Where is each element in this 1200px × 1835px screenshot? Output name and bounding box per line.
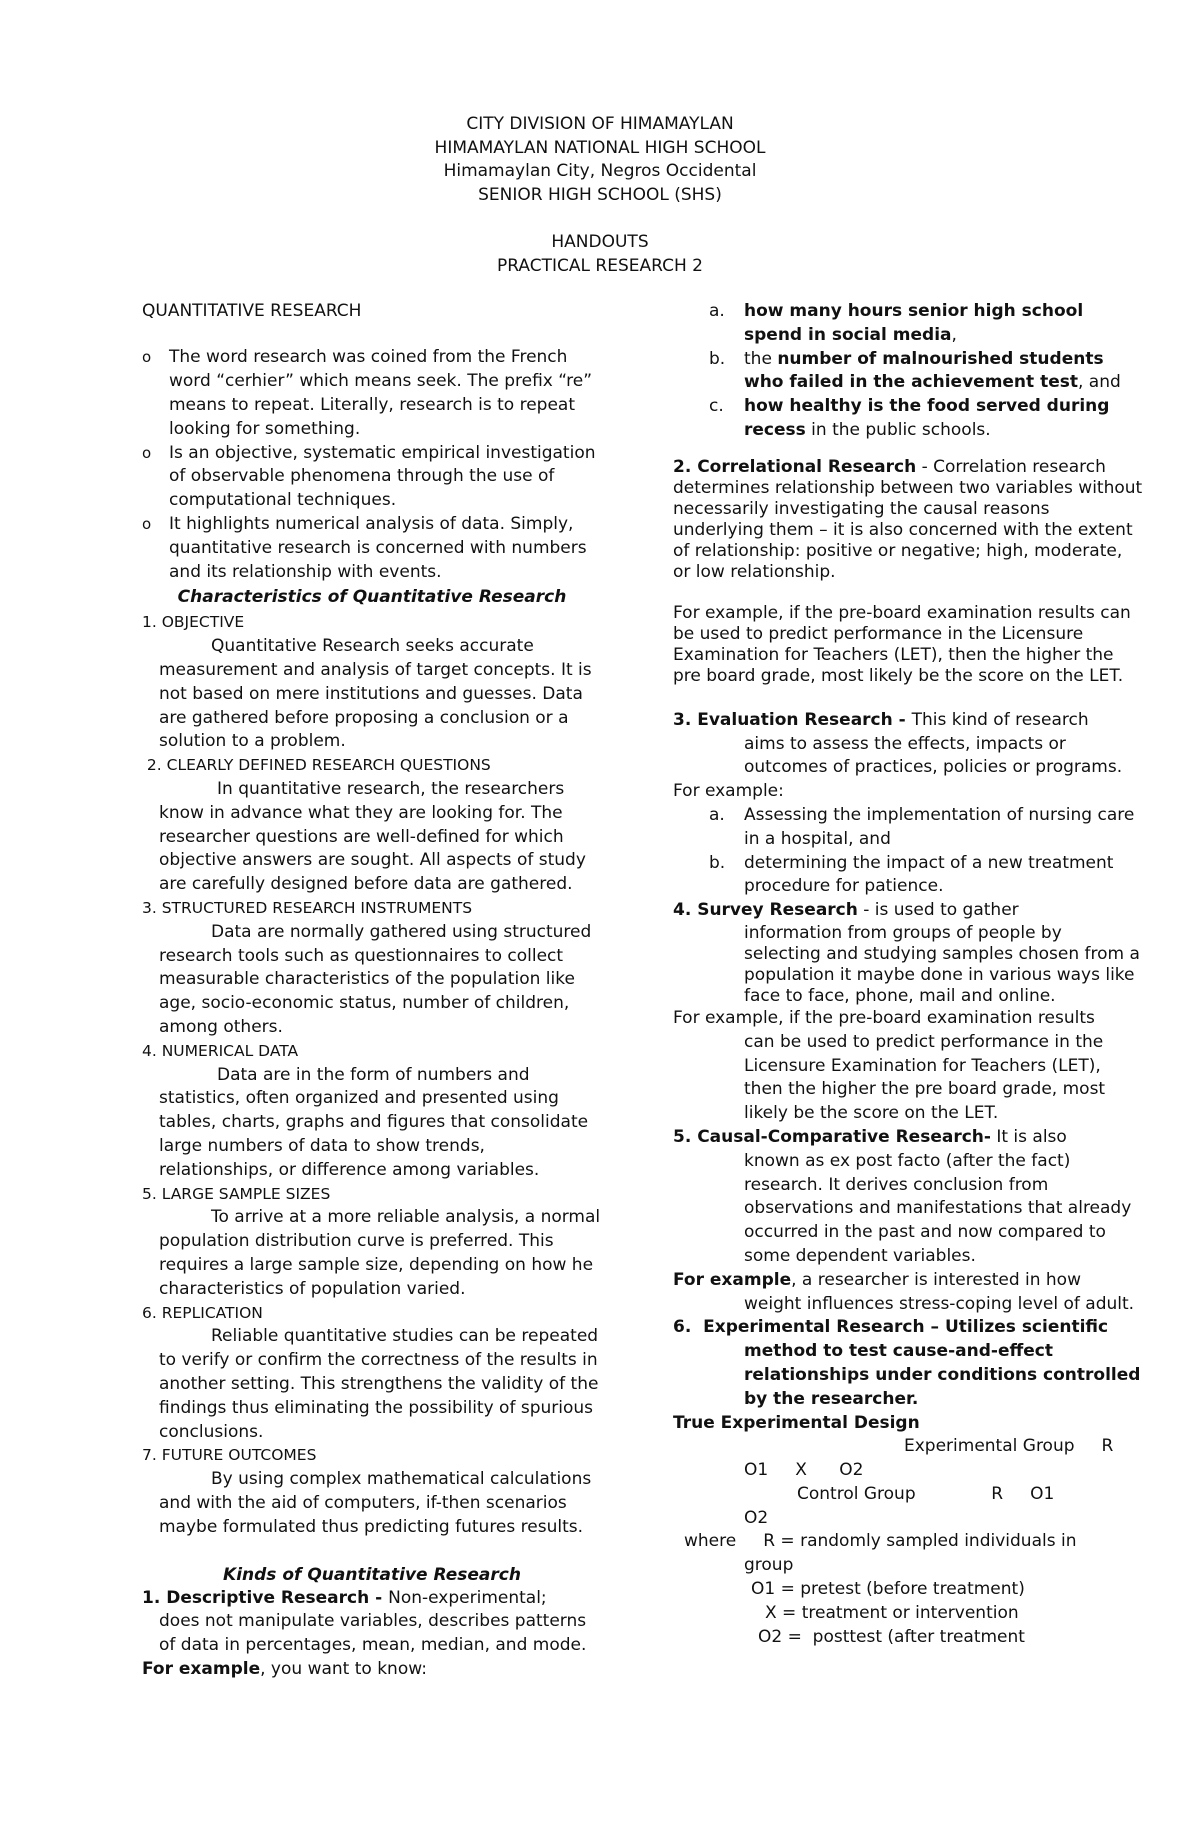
- right-column: [673, 300, 1143, 1649]
- characteristic-item: [142, 611, 602, 754]
- list-marker: a.: [709, 804, 725, 825]
- kind-text: method to test cause-and-effect relationships under conditions controlled by the researcher.: [744, 1341, 1141, 1409]
- list-item: [673, 300, 1143, 348]
- header-handouts: HANDOUTS: [551, 232, 649, 252]
- list-item: [673, 348, 1143, 396]
- header-school: HIMAMAYLAN NATIONAL HIGH SCHOOL: [434, 137, 766, 158]
- evaluation-examples-list: [673, 804, 1143, 899]
- characteristics-heading: Characteristics of Quantitative Research: [177, 587, 567, 608]
- characteristic-item: [142, 754, 602, 897]
- characteristic-item: [142, 1444, 602, 1539]
- list-text: ,: [951, 324, 957, 345]
- design-experimental-sequence: O1 X O2: [744, 1460, 864, 1481]
- list-bold-text: how many hours senior high school spend in social media: [744, 301, 1084, 345]
- characteristic-body: To arrive at a more reliable analysis, a normal population distribution curve is preferred. This requires a large sample size, depending on how he characteristics of population varied.: [159, 1207, 601, 1299]
- design-control-sequence: O2: [744, 1507, 769, 1528]
- kind-title: 4. Survey Research: [673, 900, 858, 921]
- kind-correlational: [673, 457, 1143, 583]
- bullet-item: o The word research was coined from the French word “cerhier” which means seek. The prefix “re” means to repeat. Literally, research is to repeat looking for something.: [142, 346, 602, 441]
- list-bold-text: number of malnourished students who failed in the achievement test: [744, 348, 1104, 393]
- definition-bullets: [142, 346, 602, 584]
- list-item: [673, 852, 1143, 900]
- where-label: where: [684, 1531, 737, 1552]
- characteristic-body: Data are normally gathered using structured research tools such as questionnaires to collect measurable characteristics of the population like age, socio-economic status, number of children, among others.: [159, 921, 592, 1037]
- kind-text: known as ex post facto (after the fact) research. It derives conclusion from observations and manifestations that already occurred in the past and now compared to some dependent variables.: [744, 1150, 1132, 1266]
- kind-title: 5. Causal-Comparative Research-: [673, 1126, 991, 1147]
- characteristic-item: [142, 1302, 602, 1445]
- example-label: For example: [142, 1658, 261, 1679]
- where-x: X = treatment or intervention: [765, 1602, 1019, 1623]
- kind-first-line: It is also: [990, 1126, 1067, 1147]
- characteristic-body: Quantitative Research seeks accurate measurement and analysis of target concepts. It is not based on mere institutions and guesses. Data are gathered before proposing a conclusion or a solution to a problem.: [159, 636, 592, 752]
- characteristic-title: 3. STRUCTURED RESEARCH INSTRUMENTS: [142, 898, 473, 917]
- where-r-cont: group: [744, 1555, 794, 1576]
- characteristic-title: 2. CLEARLY DEFINED RESEARCH QUESTIONS: [142, 756, 491, 775]
- list-text: Assessing the implementation of nursing care in a hospital, and: [744, 804, 1135, 849]
- example-first-line: For example, if the pre-board examination results: [673, 1007, 1095, 1028]
- characteristic-body: Data are in the form of numbers and statistics, often organized and presented using tables, charts, graphs and figures that consolidate large numbers of data to show trends, relationships, or difference among variables.: [159, 1064, 589, 1180]
- design-title: True Experimental Design: [673, 1412, 920, 1433]
- list-text: the: [744, 348, 778, 369]
- characteristic-item: [142, 897, 602, 1040]
- characteristic-title: 4. NUMERICAL DATA: [142, 1041, 299, 1060]
- header-subject: PRACTICAL RESEARCH 2: [497, 255, 703, 276]
- kind-first-line: This kind of research: [911, 709, 1089, 730]
- list-marker: c.: [709, 396, 724, 417]
- list-bold-text: how healthy is the food served during recess: [744, 396, 1110, 440]
- descriptive-examples-list: [673, 300, 1143, 443]
- example-label: For example: [673, 1269, 792, 1290]
- header-city: Himamaylan City, Negros Occidental: [443, 161, 757, 181]
- where-o2: O2 = posttest (after treatment: [758, 1626, 1025, 1647]
- kind-text: does not manipulate variables, describes patterns of data in percentages, mean, median, and mode.: [159, 1611, 587, 1656]
- list-marker: b.: [709, 348, 726, 369]
- list-text: , and: [1077, 372, 1121, 393]
- header-division: CITY DIVISION OF HIMAMAYLAN: [466, 114, 734, 134]
- kind-experimental: [673, 1316, 1143, 1649]
- kind-title: 2. Correlational Research: [673, 456, 917, 477]
- where-o1: O1 = pretest (before treatment): [751, 1579, 1025, 1600]
- kind-first-line: - is used to gather: [857, 900, 1019, 921]
- kind-descriptive: [142, 1587, 602, 1682]
- bullet-item: o It highlights numerical analysis of data. Simply, quantitative research is concerned with numbers and its relationship with events.: [142, 513, 602, 584]
- characteristic-body: In quantitative research, the researchers know in advance what they are looking for. The researcher questions are well-defined for which objective answers are sought. All aspects of study are carefully designed before data are gathered.: [159, 779, 586, 895]
- list-item: [673, 804, 1143, 852]
- example-text: can be used to predict performance in the Licensure Examination for Teachers (LET), then the higher the pre board grade, most likely be the score on the LET.: [744, 1031, 1106, 1124]
- correlational-example: For example, if the pre-board examination results can be used to predict performance in the Licensure Examination for Teachers (LET), then the higher the pre board grade, most likely be the score on the LET.: [673, 602, 1131, 686]
- kind-title: 3. Evaluation Research -: [673, 709, 912, 730]
- list-marker: b.: [709, 852, 726, 873]
- example-text: weight influences stress-coping level of adult.: [744, 1293, 1135, 1314]
- list-text: determining the impact of a new treatment procedure for patience.: [744, 852, 1114, 897]
- list-text: in the public schools.: [805, 419, 991, 440]
- header-shs: SENIOR HIGH SCHOOL (SHS): [478, 184, 722, 205]
- kind-title: 6. Experimental Research – Utilizes scientific: [673, 1317, 1109, 1338]
- example-text: , you want to know:: [260, 1658, 427, 1679]
- section-title: QUANTITATIVE RESEARCH: [142, 301, 362, 321]
- kind-survey: [673, 899, 1143, 1126]
- example-label: For example:: [673, 781, 784, 802]
- characteristic-title: 5. LARGE SAMPLE SIZES: [142, 1184, 331, 1203]
- design-experimental-group: Experimental Group R: [904, 1436, 1114, 1457]
- bullet-item: o Is an objective, systematic empirical investigation of observable phenomena through the use of computational techniques.: [142, 442, 602, 513]
- kind-title: 1. Descriptive Research -: [142, 1587, 389, 1608]
- document-header: [0, 113, 1200, 278]
- kind-text: information from groups of people by selecting and studying samples chosen from a population it maybe done in various ways like face to face, phone, mail and online.: [744, 922, 1140, 1006]
- characteristic-body: By using complex mathematical calculations and with the aid of computers, if-then scenarios maybe formulated thus predicting futures results.: [159, 1469, 592, 1537]
- characteristic-item: [142, 1040, 602, 1183]
- kind-evaluation: [673, 709, 1143, 899]
- kind-first-line: Non-experimental;: [388, 1587, 547, 1608]
- characteristic-title: 1. OBJECTIVE: [142, 613, 245, 632]
- characteristic-title: 6. REPLICATION: [142, 1303, 263, 1322]
- characteristic-body: Reliable quantitative studies can be repeated to verify or confirm the correctness of the results in another setting. This strengthens the validity of the findings thus eliminating the possibility of spurious conclusions.: [159, 1326, 599, 1442]
- characteristic-title: 7. FUTURE OUTCOMES: [142, 1446, 317, 1465]
- kind-text: - Correlation research determines relationship between two variables without necessarily investigating the causal reasons underlying them – it is also concerned with the extent of relationship: positive or negative; high, moderate, or low relationship.: [673, 456, 1143, 582]
- kind-text: aims to assess the effects, impacts or outcomes of practices, policies or programs.: [744, 733, 1123, 778]
- design-control-group: Control Group R O1: [797, 1483, 1055, 1504]
- where-r: R = randomly sampled individuals in: [763, 1531, 1077, 1552]
- list-item: [673, 395, 1143, 443]
- list-marker: a.: [709, 301, 725, 321]
- example-first-line: , a researcher is interested in how: [791, 1269, 1081, 1290]
- left-column: [142, 300, 602, 1682]
- kinds-heading: Kinds of Quantitative Research: [223, 1564, 521, 1585]
- kind-causal-comparative: [673, 1126, 1143, 1316]
- characteristic-item: [142, 1183, 602, 1302]
